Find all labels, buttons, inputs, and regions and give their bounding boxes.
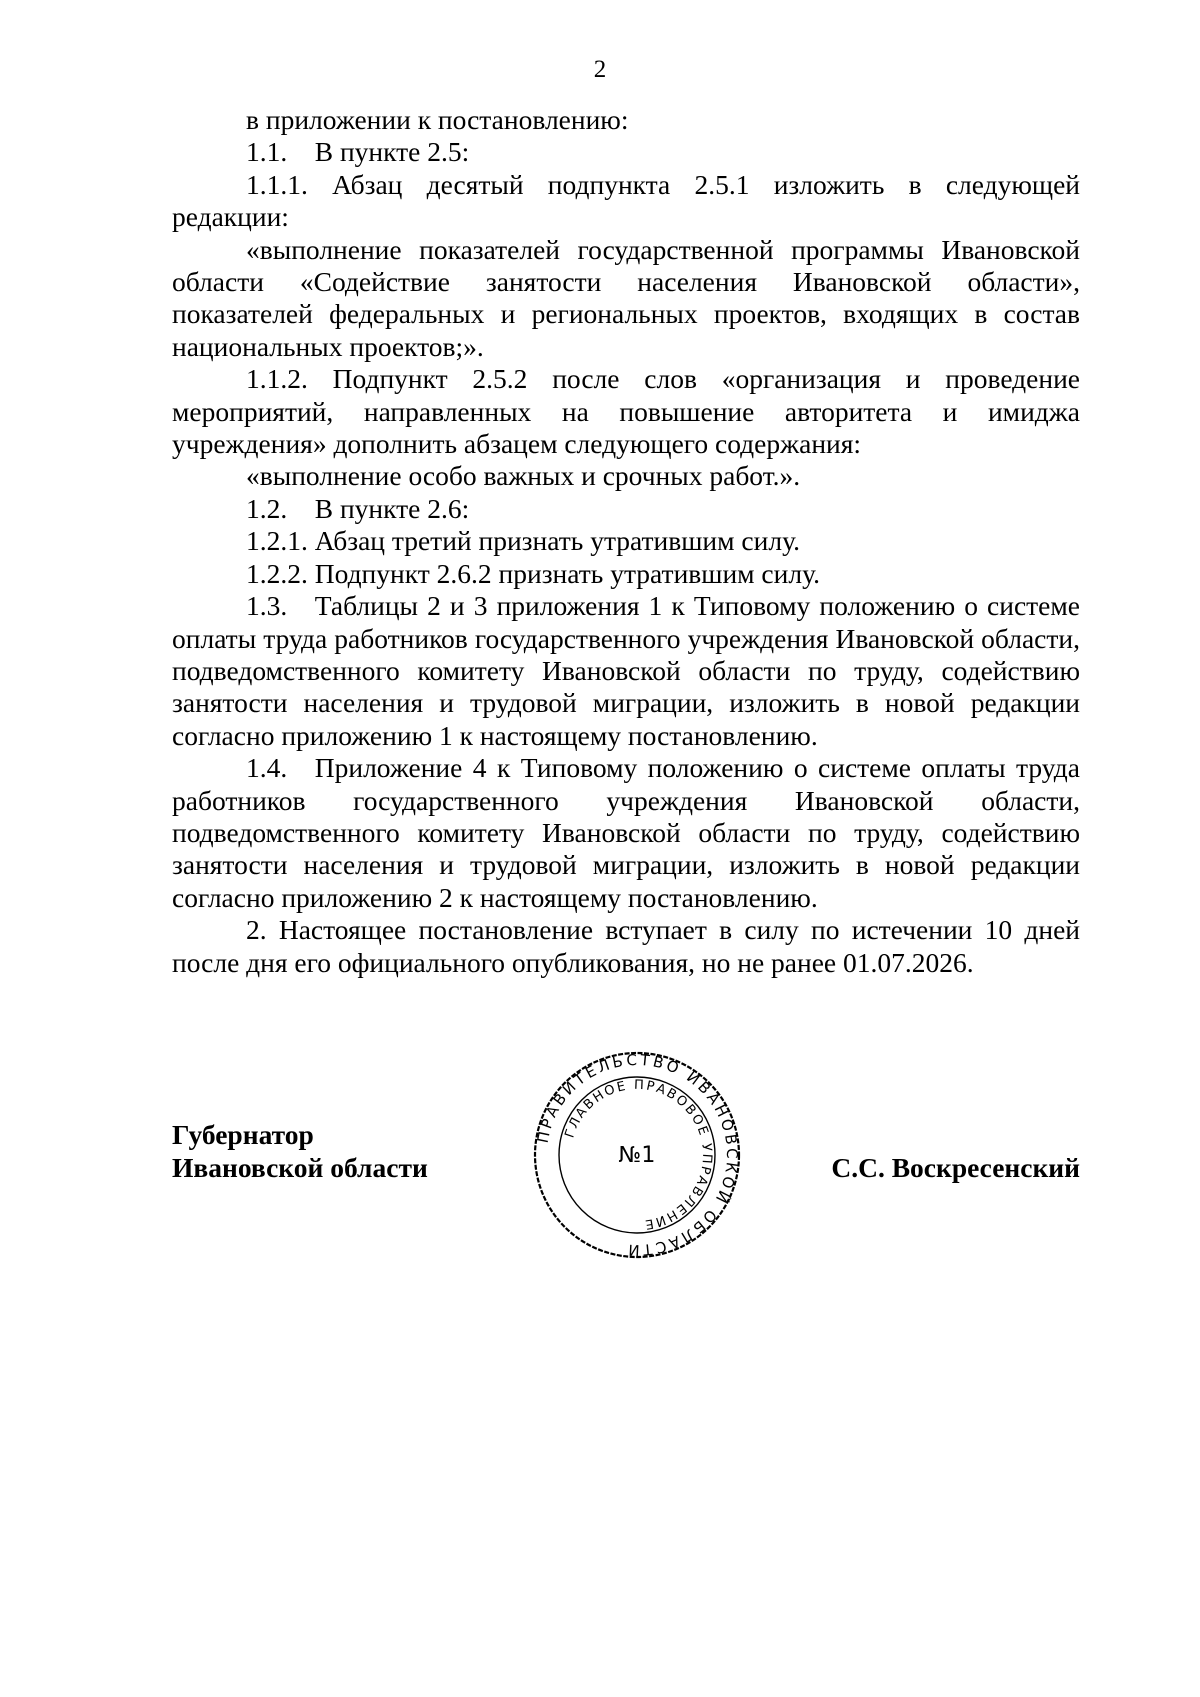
seal-inner-text: ГЛАВНОЕ ПРАВОВОЕ УПРАВЛЕНИЕ <box>562 1077 715 1232</box>
paragraph: 2. Настоящее постановление вступает в силу по истечении 10 дней после дня его официального опубликования, но не ранее 01.07.2026. <box>172 914 1080 978</box>
signatory-position-line: Губернатор <box>172 1119 314 1150</box>
page-number: 2 <box>593 56 607 83</box>
paragraph: 1.4. Приложение 4 к Типовому положению о системе оплаты труда работников государственного учреждения Ивановской области, подведомственного комитету Ивановской области по труду, содействию занятости населения и трудовой миграции, изложить в новой редакции согласно приложению 2 к настоящему постановлению. <box>172 752 1080 913</box>
signatory-position <box>172 1118 428 1184</box>
signatory-position-line: Ивановской области <box>172 1152 428 1183</box>
paragraph: 1.3. Таблицы 2 и 3 приложения 1 к Типовому положению о системе оплаты труда работников государственного учреждения Ивановской области, подведомственного комитету Ивановской области по труду, содействию занятости населения и трудовой миграции, изложить в новой редакции согласно приложению 1 к настоящему постановлению. <box>172 590 1080 751</box>
paragraph: «выполнение показателей государственной программы Ивановской области «Содействие занятости населения Ивановской области», показателей федеральных и региональных проектов, входящих в состав национальных проектов;». <box>172 233 1080 362</box>
seal-number: №1 <box>618 1143 656 1168</box>
paragraph: 1.1. В пункте 2.5: <box>246 136 470 168</box>
signatory-name: С.С. Воскресенский <box>831 1152 1080 1183</box>
paragraph: 1.2.2. Подпункт 2.6.2 признать утратившим силу. <box>246 557 820 589</box>
paragraph: в приложении к постановлению: <box>246 104 629 135</box>
paragraph: 1.2.1. Абзац третий признать утратившим силу. <box>246 525 800 557</box>
document-body <box>172 104 1080 979</box>
paragraph: «выполнение особо важных и срочных работ.». <box>246 460 801 492</box>
paragraph: 1.1.1. Абзац десятый подпункта 2.5.1 изложить в следующей редакции: <box>172 168 1080 233</box>
paragraph: 1.1.2. Подпункт 2.5.2 после слов «организация и проведение мероприятий, направленных на повышение авторитета и имиджа учреждения» дополнить абзацем следующего содержания: <box>172 363 1080 460</box>
paragraph: 1.2. В пункте 2.6: <box>246 492 470 524</box>
official-seal-stamp <box>532 1050 742 1260</box>
seal-outer-text: ПРАВИТЕЛЬСТВО ИВАНОВСКОЙ ОБЛАСТИ <box>533 1050 742 1260</box>
